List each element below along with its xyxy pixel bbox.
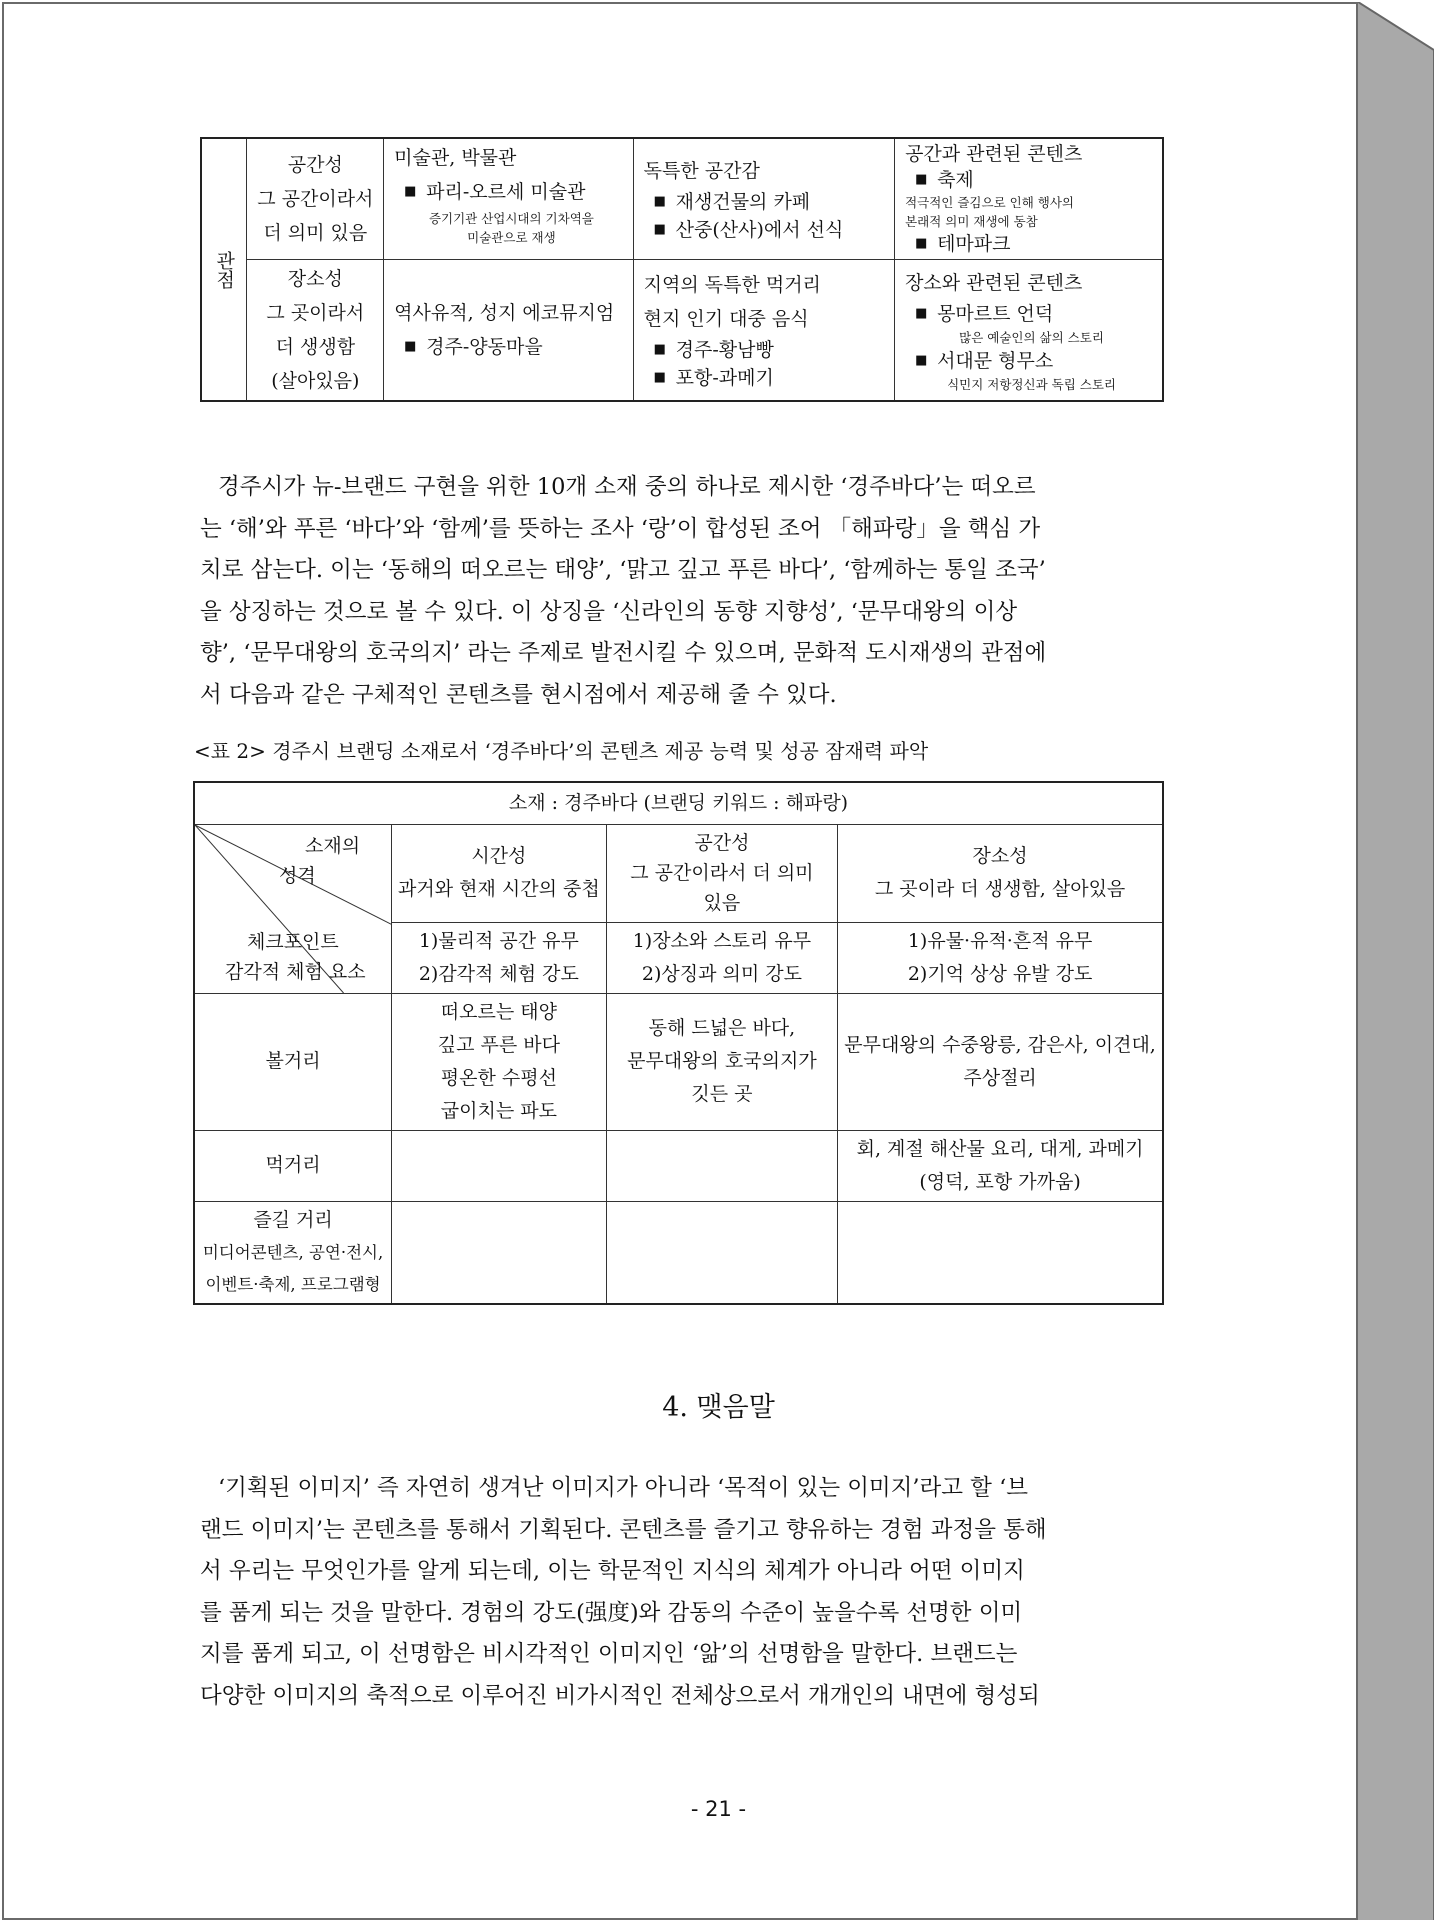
- col-place-header: 장소성 그 곳이라 더 생생함, 살아있음: [838, 824, 1163, 922]
- see-space: 동해 드넓은 바다, 문무대왕의 호국의지가 깃든 곳: [606, 993, 838, 1130]
- paragraph-brand: 경주시가 뉴-브랜드 구현을 위한 10개 소재 중의 하나로 제시한 ‘경주바다’는 떠오르 는 ‘해’와 푸른 ‘바다’와 ‘함께’를 뜻하는 조사 ‘랑’이 합성된 조어 「해파랑」을 핵심 가 치로 삼는다. 이는 ‘동해의 떠오르는 태양’, ‘맑고 깊고 푸른 바다’, ‘함께하는 통일 조국’ 을 상징하는 것으로 볼 수 있다. 이 상징을 ‘신라인의 동향 지향성’, ‘문무대왕의 이상 향’, ‘문무대왕의 호국의지’ 라는 주제로 발전시킬 수 있으며, 문화적 도시재생의 관점에 서 다음과 같은 구체적인 콘텐츠를 현시점에서 제공해 줄 수 있다.: [200, 474, 1047, 708]
- local-food-cell: 지역의 독특한 먹거리 현지 인기 대중 음식 ■ 경주-황남빵 ■ 포항-과메기: [633, 260, 894, 402]
- see-place: 문무대왕의 수중왕릉, 감은사, 이견대, 주상절리: [838, 993, 1163, 1130]
- eat-space: [606, 1130, 838, 1201]
- diag-label-sense: 감각적 체험 요소: [225, 960, 366, 983]
- row-eat-label: 먹거리: [194, 1130, 392, 1201]
- heritage-cell: 역사유적, 성지 에코뮤지엄 ■ 경주-양동마을: [384, 260, 633, 402]
- side-label: 관점: [201, 138, 247, 401]
- diagonal-header-cell: [194, 824, 392, 993]
- check-time: 1)물리적 공간 유무 2)감각적 체험 강도: [392, 922, 607, 993]
- diag-label-nature: 소재의: [305, 834, 361, 857]
- museum-cell: 미술관, 박물관 ■ 파리-오르세 미술관 증기기관 산업시대의 기차역을 미술관으로 재생: [384, 138, 633, 260]
- enjoy-space: [606, 1201, 838, 1304]
- diag-label-checkpoint: 체크포인트: [247, 930, 339, 953]
- place-content-cell: 장소와 관련된 콘텐츠 ■ 몽마르트 언덕 많은 예술인의 삶의 스토리 ■ 서대문 형무소 식민지 저항정신과 독립 스토리: [895, 260, 1163, 402]
- page-number: - 21 -: [690, 1797, 747, 1821]
- enjoy-time: [392, 1201, 607, 1304]
- eat-place: 회, 계절 해산물 요리, 대게, 과메기 (영덕, 포항 가까움): [838, 1130, 1163, 1201]
- table2-header: 소재 : 경주바다 (브랜딩 키워드 : 해파랑): [194, 782, 1163, 824]
- check-space: 1)장소와 스토리 유무 2)상징과 의미 강도: [606, 922, 838, 993]
- col-space-header: 공간성 그 공간이라서 더 의미 있음: [606, 824, 838, 922]
- row-label-space: 공간성 그 공간이라서 더 의미 있음: [247, 138, 384, 260]
- col-time-header: 시간성 과거와 현재 시간의 중첩: [392, 824, 607, 922]
- row-see-label: 볼거리: [194, 993, 392, 1130]
- section-heading: 4. 맺음말: [662, 1392, 775, 1423]
- table2-caption: <표 2> 경주시 브랜딩 소재로서 ‘경주바다’의 콘텐츠 제공 능력 및 성공 잠재력 파악: [194, 739, 929, 763]
- unique-space-cell: 독특한 공간감 ■ 재생건물의 카페 ■ 산중(산사)에서 선식: [633, 138, 894, 260]
- eat-time: [392, 1130, 607, 1201]
- row-enjoy-label: 즐길 거리 미디어콘텐츠, 공연·전시, 이벤트·축제, 프로그램형: [194, 1201, 392, 1304]
- row-label-place: 장소성 그 곳이라서 더 생생함 (살아있음): [247, 260, 384, 402]
- enjoy-place: [838, 1201, 1163, 1304]
- paragraph-conclusion: ‘기획된 이미지’ 즉 자연히 생겨난 이미지가 아니라 ‘목적이 있는 이미지’라고 할 ‘브 랜드 이미지’는 콘텐츠를 통해서 기획된다. 콘텐츠를 즐기고 향유하는 경험 과정을 통해 서 우리는 무엇인가를 알게 되는데, 이는 학문적인 지식의 체계가 아니라 어떤 이미지 를 품게 되는 것을 말한다. 경험의 강도(强度)와 감동의 수준이 높을수록 선명한 이미 지를 품게 되고, 이 선명함은 비시각적인 이미지인 ‘앎’의 선명함을 말한다. 브랜드는 다양한 이미지의 축적으로 이루어진 비가시적인 전체상으로서 개개인의 내면에 형성되: [200, 1475, 1047, 1709]
- concept-table: [200, 137, 1164, 402]
- diag-label-nature-2: 성격: [279, 864, 316, 887]
- page-edge-shadow: [1358, 2, 1434, 1920]
- check-place: 1)유물·유적·흔적 유무 2)기억 상상 유발 강도: [838, 922, 1163, 993]
- branding-table: [193, 781, 1164, 1305]
- space-content-cell: 공간과 관련된 콘텐츠 ■ 축제 적극적인 즐김으로 인해 행사의 본래적 의미 재생에 동참 ■ 테마파크: [895, 138, 1163, 260]
- see-time: 떠오르는 태양 깊고 푸른 바다 평온한 수평선 굽이치는 파도: [392, 993, 607, 1130]
